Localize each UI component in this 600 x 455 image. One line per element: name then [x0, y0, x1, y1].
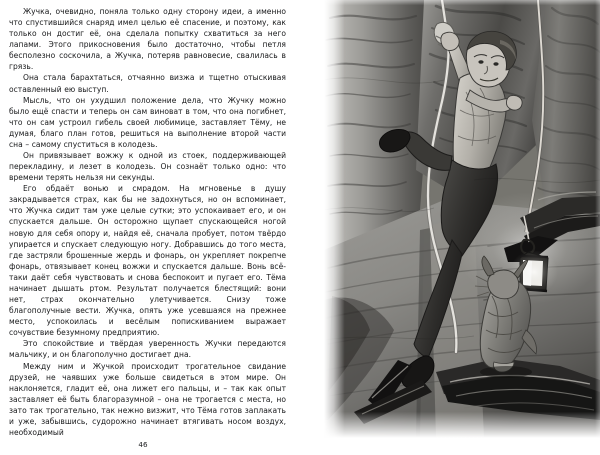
- paragraph: Он привязывает вожжу к одной из стоек, поддерживающей перекладину, и лезет в колодезь. Он сознаёт только одно: что времени терять нельзя ни секунды.: [9, 151, 286, 183]
- body-text-column: [9, 6, 286, 437]
- paragraph: Между ним и Жучкой происходит трогательное свидание друзей, не чаявших уже больше свидеться в этом мире. Он наклоняется, гладит её, она лижет его пальцы, и – так как опыт заставляет её быть благоразумной – она не трогается с места, но зато так трогательно, так нежно визжит, что Тёма готов заплакать и уже, забывшись, судорожно начинает втягивать носом воздух, необходимый: [9, 361, 286, 437]
- page-number: 46: [138, 440, 148, 449]
- paragraph: Это спокойствие и твёрдая уверенность Жучки передаются мальчику, и он благополучно достигает дна.: [9, 339, 286, 360]
- chapter-illustration: [324, 0, 600, 438]
- paragraph: Она стала барахтаться, отчаянно визжа и тщетно отыскивая оставленный ею выступ.: [9, 73, 286, 94]
- paragraph: Его обдаёт вонью и смрадом. На мгновенье в душу закрадывается страх, как бы не задохнуться, но он вспоминает, что Жучка сидит там уже целые сутки; это успокаивает его, и он спускается дальше. Он осторожно щупает спускающейся ногой новую для себя опору и, найдя её, сначала пробует, потом твёрдо упирается и спускает следующую ногу. Добравшись до того места, где застряли брошенные жердь и фонарь, он укрепляет покрепче фонарь, отвязывает конец вожжи и спускается дальше. Вонь всё-таки даёт себя чувствовать и снова беспокоит и пугает его. Тёма начинает дышать ртом. Результат получается блестящий: вони нет, страх окончательно улетучивается. Снизу тоже благополучные вести. Жучка, опять уже усевшаяся на прежнее место, успокоилась и весёлым попискиванием выражает сочувствие безумному предприятию.: [9, 184, 286, 338]
- paragraph: Мысль, что он ухудшил положение дела, что Жучку можно было ещё спасти и теперь он сам виноват в том, что она погибнет, что он сам устроил гибель своей любимице, заставляет Тёму, не думая, благо план готов, решиться на выполнение второй части сна – самому спуститься в колодезь.: [9, 95, 286, 149]
- illustration-artwork: [324, 0, 600, 438]
- paragraph: Жучка, очевидно, поняла только одну сторону идеи, а именно что спустившийся снаряд имел целью её спасение, и поэтому, как только он достиг её, она сделала попытку схватиться за него лапами. Этого прикосновения было достаточно, чтобы петля бесполезно соскочила, а Жучка, потеряв равновесие, свалилась в грязь.: [9, 7, 286, 72]
